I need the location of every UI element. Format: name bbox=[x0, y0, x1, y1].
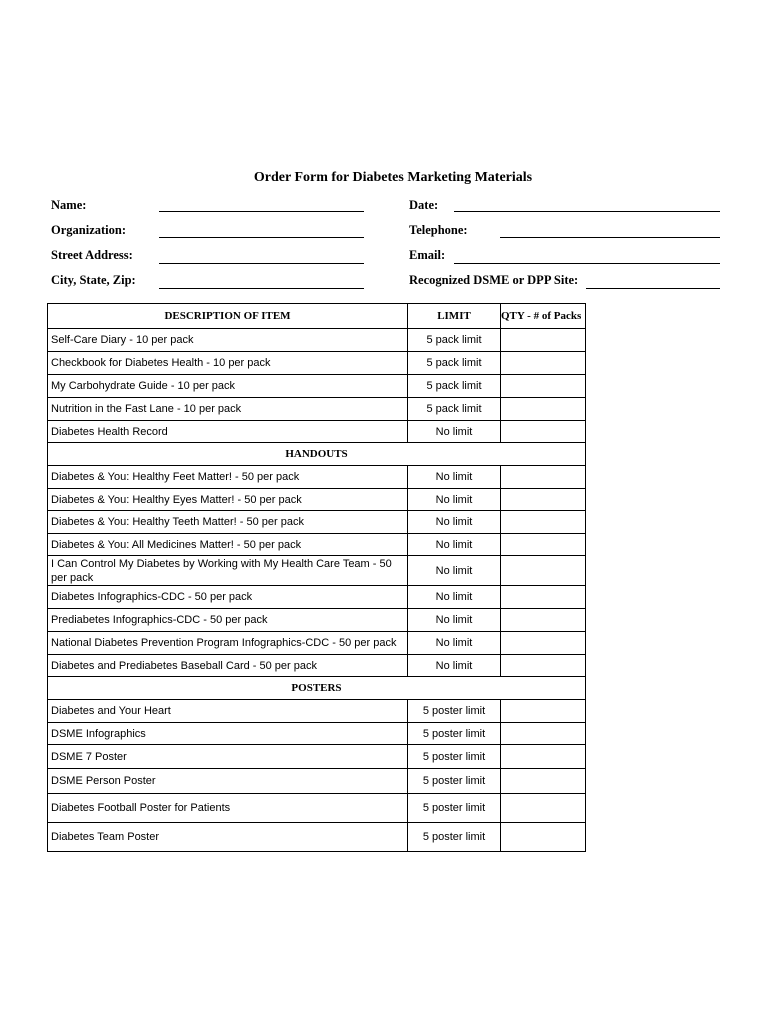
table-row bbox=[48, 745, 585, 769]
section-header-row bbox=[48, 677, 585, 700]
section-label: POSTERS bbox=[291, 682, 342, 694]
table-header-row bbox=[48, 304, 585, 329]
header-qty: QTY - # of Packs bbox=[501, 310, 582, 322]
qty-cell bbox=[501, 586, 585, 608]
table-row bbox=[48, 823, 585, 851]
qty-cell bbox=[501, 700, 585, 722]
item-limit: 5 poster limit bbox=[408, 794, 501, 822]
table-row bbox=[48, 375, 585, 398]
section-header-row bbox=[48, 443, 585, 466]
item-limit: 5 pack limit bbox=[408, 398, 501, 420]
date-field[interactable] bbox=[454, 211, 720, 212]
table-row bbox=[48, 534, 585, 556]
qty-cell bbox=[501, 329, 585, 351]
item-limit: No limit bbox=[408, 489, 501, 510]
item-description: Diabetes & You: Healthy Eyes Matter! - 50 per pack bbox=[48, 489, 408, 510]
email-label: Email: bbox=[409, 248, 446, 262]
qty-cell bbox=[501, 723, 585, 744]
item-limit: 5 poster limit bbox=[408, 823, 501, 851]
street-address-label: Street Address: bbox=[51, 248, 133, 262]
qty-input[interactable] bbox=[501, 329, 585, 351]
item-description: DSME Person Poster bbox=[48, 769, 408, 793]
qty-input[interactable] bbox=[501, 609, 585, 631]
telephone-field[interactable] bbox=[500, 237, 720, 238]
item-description: Self-Care Diary - 10 per pack bbox=[48, 329, 408, 351]
qty-cell bbox=[501, 632, 585, 654]
order-table bbox=[47, 303, 586, 852]
qty-input[interactable] bbox=[501, 745, 585, 768]
qty-input[interactable] bbox=[501, 655, 585, 676]
qty-cell bbox=[501, 489, 585, 510]
item-description: My Carbohydrate Guide - 10 per pack bbox=[48, 375, 408, 397]
table-row bbox=[48, 489, 585, 511]
qty-input[interactable] bbox=[501, 534, 585, 555]
item-limit: 5 poster limit bbox=[408, 700, 501, 722]
qty-cell bbox=[501, 352, 585, 374]
qty-cell bbox=[501, 655, 585, 676]
table-row bbox=[48, 352, 585, 375]
item-limit: No limit bbox=[408, 534, 501, 555]
section-label: HANDOUTS bbox=[285, 448, 348, 460]
table-row bbox=[48, 609, 585, 632]
item-limit: No limit bbox=[408, 632, 501, 654]
date-label: Date: bbox=[409, 198, 439, 212]
qty-cell bbox=[501, 534, 585, 555]
qty-input[interactable] bbox=[501, 769, 585, 793]
item-limit: 5 pack limit bbox=[408, 352, 501, 374]
item-description: Nutrition in the Fast Lane - 10 per pack bbox=[48, 398, 408, 420]
qty-cell bbox=[501, 609, 585, 631]
item-limit: 5 pack limit bbox=[408, 375, 501, 397]
city-state-zip-field[interactable] bbox=[159, 288, 364, 289]
telephone-label: Telephone: bbox=[409, 223, 468, 237]
organization-label: Organization: bbox=[51, 223, 126, 237]
table-row bbox=[48, 769, 585, 794]
qty-input[interactable] bbox=[501, 511, 585, 533]
qty-cell bbox=[501, 823, 585, 851]
item-limit: No limit bbox=[408, 511, 501, 533]
table-row bbox=[48, 511, 585, 534]
item-description: I Can Control My Diabetes by Working with My Health Care Team - 50 per pack bbox=[48, 556, 408, 585]
qty-input[interactable] bbox=[501, 794, 585, 822]
qty-cell bbox=[501, 511, 585, 533]
table-row bbox=[48, 329, 585, 352]
item-limit: 5 pack limit bbox=[408, 329, 501, 351]
qty-cell bbox=[501, 769, 585, 793]
item-description: Diabetes and Your Heart bbox=[48, 700, 408, 722]
item-limit: No limit bbox=[408, 556, 501, 585]
item-limit: 5 poster limit bbox=[408, 723, 501, 744]
qty-input[interactable] bbox=[501, 489, 585, 510]
city-state-zip-label: City, State, Zip: bbox=[51, 273, 136, 287]
qty-cell bbox=[501, 745, 585, 768]
item-limit: 5 poster limit bbox=[408, 769, 501, 793]
qty-input[interactable] bbox=[501, 586, 585, 608]
item-limit: No limit bbox=[408, 655, 501, 676]
form-title: Order Form for Diabetes Marketing Materials bbox=[253, 170, 533, 185]
item-description: Diabetes & You: Healthy Feet Matter! - 50 per pack bbox=[48, 466, 408, 488]
table-row bbox=[48, 632, 585, 655]
qty-cell bbox=[501, 466, 585, 488]
item-limit: No limit bbox=[408, 609, 501, 631]
table-row bbox=[48, 556, 585, 586]
item-limit: No limit bbox=[408, 466, 501, 488]
item-description: Diabetes and Prediabetes Baseball Card - 50 per pack bbox=[48, 655, 408, 676]
qty-cell bbox=[501, 794, 585, 822]
item-description: National Diabetes Prevention Program Infographics-CDC - 50 per pack bbox=[48, 632, 408, 654]
qty-input[interactable] bbox=[501, 632, 585, 654]
table-row bbox=[48, 398, 585, 421]
table-row bbox=[48, 655, 585, 677]
qty-input[interactable] bbox=[501, 723, 585, 744]
qty-input[interactable] bbox=[501, 700, 585, 722]
qty-input[interactable] bbox=[501, 421, 585, 442]
table-row bbox=[48, 466, 585, 489]
item-description: Diabetes & You: All Medicines Matter! - 50 per pack bbox=[48, 534, 408, 555]
qty-cell bbox=[501, 375, 585, 397]
qty-cell bbox=[501, 556, 585, 585]
qty-cell bbox=[501, 398, 585, 420]
item-description: Diabetes Health Record bbox=[48, 421, 408, 442]
qty-input[interactable] bbox=[501, 466, 585, 488]
item-description: Diabetes Infographics-CDC - 50 per pack bbox=[48, 586, 408, 608]
name-label: Name: bbox=[51, 198, 87, 212]
table-row bbox=[48, 723, 585, 745]
qty-cell bbox=[501, 421, 585, 442]
table-row bbox=[48, 700, 585, 723]
qty-input[interactable] bbox=[501, 823, 585, 851]
header-limit: LIMIT bbox=[408, 304, 501, 328]
name-field[interactable] bbox=[159, 211, 364, 212]
item-description: DSME Infographics bbox=[48, 723, 408, 744]
table-row bbox=[48, 421, 585, 443]
qty-input[interactable] bbox=[501, 556, 585, 585]
item-limit: 5 poster limit bbox=[408, 745, 501, 768]
street-address-field[interactable] bbox=[159, 263, 364, 264]
item-description: Checkbook for Diabetes Health - 10 per pack bbox=[48, 352, 408, 374]
item-description: DSME 7 Poster bbox=[48, 745, 408, 768]
item-description: Diabetes & You: Healthy Teeth Matter! - 50 per pack bbox=[48, 511, 408, 533]
item-description: Diabetes Team Poster bbox=[48, 823, 408, 851]
organization-field[interactable] bbox=[159, 237, 364, 238]
item-limit: No limit bbox=[408, 421, 501, 442]
header-description: DESCRIPTION OF ITEM bbox=[48, 304, 408, 328]
qty-input[interactable] bbox=[501, 398, 585, 420]
table-row bbox=[48, 586, 585, 609]
email-field[interactable] bbox=[454, 263, 720, 264]
dsme-dpp-site-label: Recognized DSME or DPP Site: bbox=[409, 273, 579, 287]
dsme-dpp-site-field[interactable] bbox=[586, 288, 720, 289]
item-description: Prediabetes Infographics-CDC - 50 per pack bbox=[48, 609, 408, 631]
qty-input[interactable] bbox=[501, 375, 585, 397]
item-description: Diabetes Football Poster for Patients bbox=[48, 794, 408, 822]
table-row bbox=[48, 794, 585, 823]
qty-input[interactable] bbox=[501, 352, 585, 374]
item-limit: No limit bbox=[408, 586, 501, 608]
